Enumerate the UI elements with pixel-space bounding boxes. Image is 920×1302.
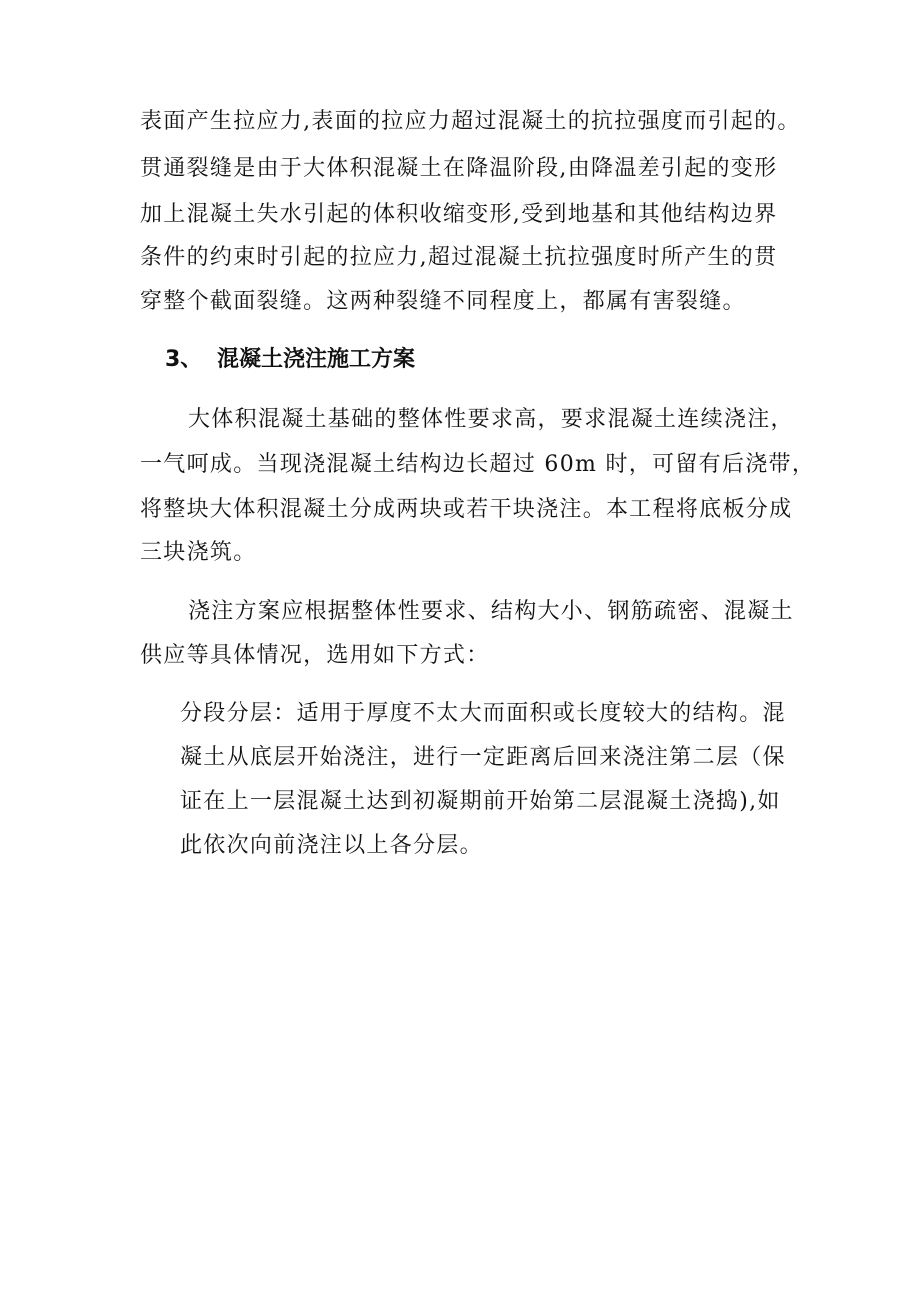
- section-heading: [165, 345, 415, 375]
- paragraph-2-line-1: 大体积混凝土基础的整体性要求高，要求混凝土连续浇注，: [188, 407, 794, 432]
- paragraph-1-line-2: 贯通裂缝是由于大体积混凝土在降温阶段,由降温差引起的变形: [140, 156, 778, 181]
- section-number: 3、: [165, 347, 203, 372]
- paragraph-2-line-4: 三块浇筑。: [140, 540, 257, 565]
- paragraph-4-line-4: 此依次向前浇注以上各分层。: [180, 833, 483, 858]
- paragraph-4-line-2: 凝土从底层开始浇注，进行一定距离后回来浇注第二层（保: [180, 745, 786, 770]
- paragraph-2-line-3: 将整块大体积混凝土分成两块或若干块浇注。本工程将底板分成: [140, 497, 793, 522]
- paragraph-3-line-2: 供应等具体情况，选用如下方式：: [140, 643, 490, 668]
- paragraph-1-line-3: 加上混凝土失水引起的体积收缩变形,受到地基和其他结构边界: [140, 202, 778, 227]
- paragraph-1-line-5: 穿整个截面裂缝。这两种裂缝不同程度上，都属有害裂缝。: [140, 289, 746, 314]
- paragraph-3-line-1: 浇注方案应根据整体性要求、结构大小、钢筋疏密、混凝土: [188, 599, 794, 624]
- section-title: 混凝土浇注施工方案: [217, 347, 416, 372]
- paragraph-2-line-2: 一气呵成。当现浇混凝土结构边长超过 60m 时，可留有后浇带，: [140, 452, 816, 477]
- paragraph-1-line-1: 表面产生拉应力,表面的拉应力超过混凝土的抗拉强度而引起的。: [140, 109, 801, 134]
- paragraph-4-line-1: 分段分层：适用于厚度不太大而面积或长度较大的结构。混: [180, 701, 786, 726]
- paragraph-1-line-4: 条件的约束时引起的拉应力,超过混凝土抗拉强度时所产生的贯: [140, 245, 778, 270]
- paragraph-4-line-3: 证在上一层混凝土达到初凝期前开始第二层混凝土浇捣),如: [180, 789, 781, 814]
